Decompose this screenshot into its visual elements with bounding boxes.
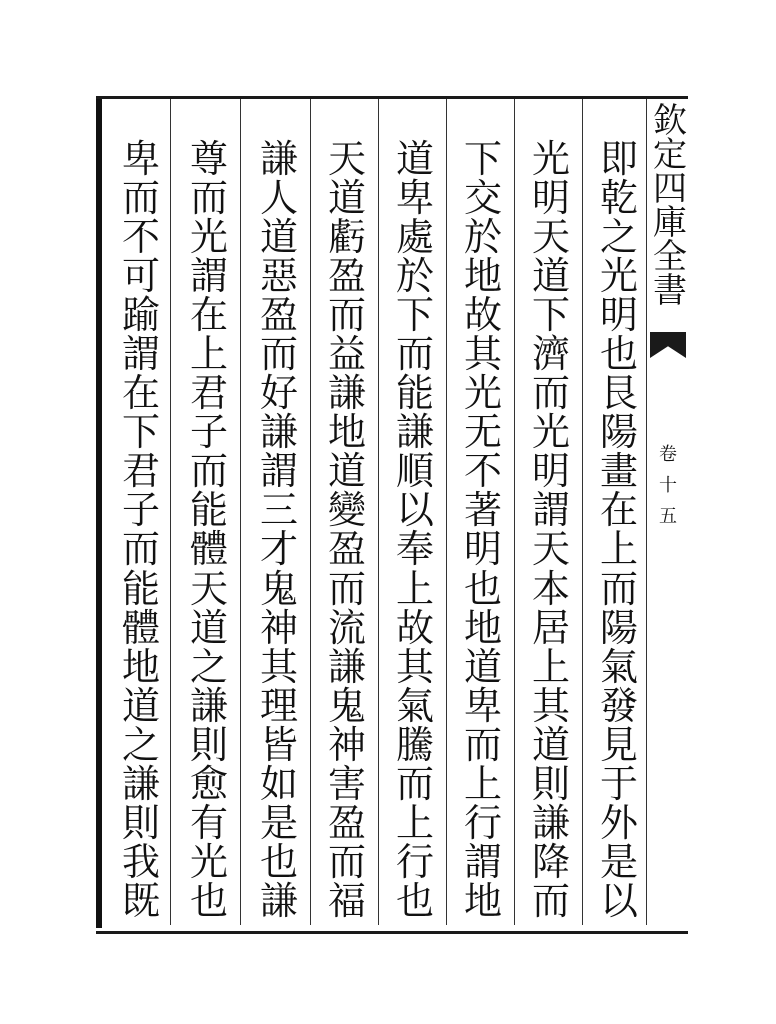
glyph: 君 <box>121 449 160 494</box>
text-column-1 <box>592 137 646 923</box>
glyph: 謂 <box>531 488 570 533</box>
glyph: 而 <box>531 878 570 923</box>
glyph: 在 <box>599 488 638 533</box>
glyph: 之 <box>121 722 160 767</box>
glyph: 四 <box>653 169 687 209</box>
glyph: 而 <box>531 371 570 416</box>
glyph: 是 <box>259 800 298 845</box>
glyph: 其 <box>259 644 298 689</box>
glyph: 光 <box>599 254 638 299</box>
glyph: 於 <box>463 215 502 260</box>
glyph: 地 <box>121 644 160 689</box>
glyph: 鬼 <box>327 683 366 728</box>
glyph: 而 <box>121 176 160 221</box>
glyph: 艮 <box>599 371 638 416</box>
glyph: 下 <box>395 293 434 338</box>
glyph: 陽 <box>599 410 638 455</box>
column-rule <box>170 99 171 925</box>
glyph: 道 <box>259 215 298 260</box>
glyph: 濟 <box>531 332 570 377</box>
glyph: 于 <box>599 761 638 806</box>
glyph: 卑 <box>395 176 434 221</box>
glyph: 乾 <box>599 176 638 221</box>
glyph: 而 <box>395 332 434 377</box>
glyph: 定 <box>653 135 687 175</box>
glyph: 而 <box>327 839 366 884</box>
glyph: 其 <box>395 644 434 689</box>
volume-label <box>656 446 680 526</box>
glyph: 處 <box>395 215 434 260</box>
glyph: 本 <box>531 566 570 611</box>
glyph: 有 <box>189 800 228 845</box>
glyph: 著 <box>463 488 502 533</box>
glyph: 虧 <box>327 215 366 260</box>
book-title-header <box>648 101 692 311</box>
glyph: 奉 <box>395 527 434 572</box>
glyph: 天 <box>189 566 228 611</box>
glyph: 謙 <box>327 644 366 689</box>
glyph: 即 <box>599 137 638 181</box>
glyph: 道 <box>463 644 502 689</box>
glyph: 皆 <box>259 722 298 767</box>
glyph: 是 <box>599 839 638 884</box>
glyph: 也 <box>189 878 228 923</box>
glyph: 之 <box>599 215 638 260</box>
glyph: 其 <box>463 332 502 377</box>
glyph: 行 <box>463 800 502 845</box>
glyph: 光 <box>463 371 502 416</box>
glyph: 愈 <box>189 761 228 806</box>
glyph: 明 <box>599 293 638 338</box>
glyph: 神 <box>259 605 298 650</box>
glyph: 行 <box>395 839 434 884</box>
glyph: 道 <box>327 449 366 494</box>
glyph: 鬼 <box>259 566 298 611</box>
glyph: 體 <box>121 605 160 650</box>
glyph: 也 <box>395 878 434 923</box>
glyph: 謂 <box>259 449 298 494</box>
glyph: 於 <box>395 254 434 299</box>
glyph: 明 <box>463 527 502 572</box>
glyph: 陽 <box>599 605 638 650</box>
glyph: 卑 <box>121 137 160 181</box>
glyph: 而 <box>189 176 228 221</box>
glyph: 天 <box>327 137 366 181</box>
glyph: 體 <box>189 527 228 572</box>
glyph: 氣 <box>599 644 638 689</box>
glyph: 上 <box>395 800 434 845</box>
column-rule <box>378 99 379 925</box>
glyph: 惡 <box>259 254 298 299</box>
glyph: 順 <box>395 449 434 494</box>
glyph: 道 <box>189 605 228 650</box>
glyph: 故 <box>463 293 502 338</box>
glyph: 外 <box>599 800 638 845</box>
glyph: 而 <box>395 761 434 806</box>
glyph: 則 <box>189 722 228 767</box>
glyph: 氣 <box>395 683 434 728</box>
glyph: 盈 <box>259 293 298 338</box>
glyph: 流 <box>327 605 366 650</box>
glyph: 在 <box>121 371 160 416</box>
glyph: 道 <box>531 722 570 767</box>
text-column-7 <box>182 137 236 923</box>
glyph: 可 <box>121 254 160 299</box>
glyph: 而 <box>121 527 160 572</box>
glyph: 能 <box>189 488 228 533</box>
column-rule <box>514 99 515 925</box>
column-rule <box>240 99 241 925</box>
glyph: 光 <box>189 215 228 260</box>
glyph: 尊 <box>189 137 228 181</box>
glyph: 下 <box>121 410 160 455</box>
glyph: 騰 <box>395 722 434 767</box>
text-column-3 <box>456 137 510 923</box>
glyph: 以 <box>395 488 434 533</box>
glyph: 在 <box>189 293 228 338</box>
glyph: 變 <box>327 488 366 533</box>
glyph: 地 <box>463 878 502 923</box>
glyph: 能 <box>395 371 434 416</box>
glyph: 見 <box>599 722 638 767</box>
glyph: 福 <box>327 878 366 923</box>
glyph: 卷 <box>659 444 677 465</box>
glyph: 君 <box>189 371 228 416</box>
glyph: 明 <box>531 176 570 221</box>
glyph: 害 <box>327 761 366 806</box>
glyph: 道 <box>327 176 366 221</box>
glyph: 書 <box>653 271 687 311</box>
glyph: 而 <box>327 293 366 338</box>
glyph: 謙 <box>327 371 366 416</box>
glyph: 好 <box>259 371 298 416</box>
glyph: 上 <box>189 332 228 377</box>
glyph: 光 <box>189 839 228 884</box>
glyph: 也 <box>599 332 638 377</box>
glyph: 畫 <box>599 449 638 494</box>
glyph: 交 <box>463 176 502 221</box>
glyph: 地 <box>463 254 502 299</box>
glyph: 无 <box>463 410 502 455</box>
glyph: 降 <box>531 839 570 884</box>
glyph: 發 <box>599 683 638 728</box>
glyph: 謙 <box>259 410 298 455</box>
glyph: 子 <box>189 410 228 455</box>
glyph: 謙 <box>259 137 298 181</box>
glyph: 謙 <box>395 410 434 455</box>
glyph: 光 <box>531 410 570 455</box>
glyph: 故 <box>395 605 434 650</box>
glyph: 明 <box>531 449 570 494</box>
glyph: 上 <box>395 566 434 611</box>
glyph: 而 <box>189 449 228 494</box>
glyph: 盈 <box>327 527 366 572</box>
glyph: 我 <box>121 839 160 884</box>
column-rule <box>310 99 311 925</box>
glyph: 既 <box>121 878 160 923</box>
glyph: 而 <box>599 566 638 611</box>
glyph: 謂 <box>463 839 502 884</box>
glyph: 天 <box>531 215 570 260</box>
glyph: 也 <box>463 566 502 611</box>
glyph: 三 <box>259 488 298 533</box>
glyph: 謙 <box>189 683 228 728</box>
glyph: 子 <box>121 488 160 533</box>
text-column-2 <box>524 137 578 923</box>
glyph: 謙 <box>121 761 160 806</box>
glyph: 也 <box>259 839 298 884</box>
glyph: 以 <box>599 878 638 923</box>
glyph: 謂 <box>121 332 160 377</box>
glyph: 踰 <box>121 293 160 338</box>
glyph: 而 <box>259 332 298 377</box>
column-rule <box>446 99 447 925</box>
glyph: 道 <box>531 254 570 299</box>
glyph: 則 <box>531 761 570 806</box>
glyph: 謙 <box>531 800 570 845</box>
glyph: 盈 <box>327 800 366 845</box>
glyph: 道 <box>395 137 434 181</box>
glyph: 理 <box>259 683 298 728</box>
glyph: 謂 <box>189 254 228 299</box>
glyph: 上 <box>463 761 502 806</box>
glyph: 而 <box>463 722 502 767</box>
glyph: 謙 <box>259 878 298 923</box>
glyph: 下 <box>531 293 570 338</box>
glyph: 人 <box>259 176 298 221</box>
glyph: 之 <box>189 644 228 689</box>
glyph: 天 <box>531 527 570 572</box>
text-column-5 <box>320 137 374 923</box>
glyph: 上 <box>599 527 638 572</box>
glyph: 地 <box>463 605 502 650</box>
glyph: 能 <box>121 566 160 611</box>
glyph: 全 <box>653 237 687 277</box>
glyph: 地 <box>327 410 366 455</box>
glyph: 益 <box>327 332 366 377</box>
glyph: 則 <box>121 800 160 845</box>
glyph: 光 <box>531 137 570 181</box>
glyph: 不 <box>463 449 502 494</box>
glyph: 十 <box>659 475 677 496</box>
glyph: 盈 <box>327 254 366 299</box>
glyph: 卑 <box>463 683 502 728</box>
glyph: 居 <box>531 605 570 650</box>
glyph: 而 <box>327 566 366 611</box>
column-rule <box>582 99 583 925</box>
glyph: 上 <box>531 644 570 689</box>
glyph: 神 <box>327 722 366 767</box>
glyph: 欽 <box>653 101 687 141</box>
glyph: 五 <box>659 506 677 527</box>
glyph: 才 <box>259 527 298 572</box>
text-column-8 <box>114 137 168 923</box>
glyph: 道 <box>121 683 160 728</box>
text-column-4 <box>388 137 442 923</box>
column-rule <box>646 99 647 925</box>
glyph: 如 <box>259 761 298 806</box>
glyph: 其 <box>531 683 570 728</box>
text-column-6 <box>252 137 306 923</box>
glyph: 不 <box>121 215 160 260</box>
glyph: 下 <box>463 137 502 181</box>
glyph: 庫 <box>653 203 687 243</box>
